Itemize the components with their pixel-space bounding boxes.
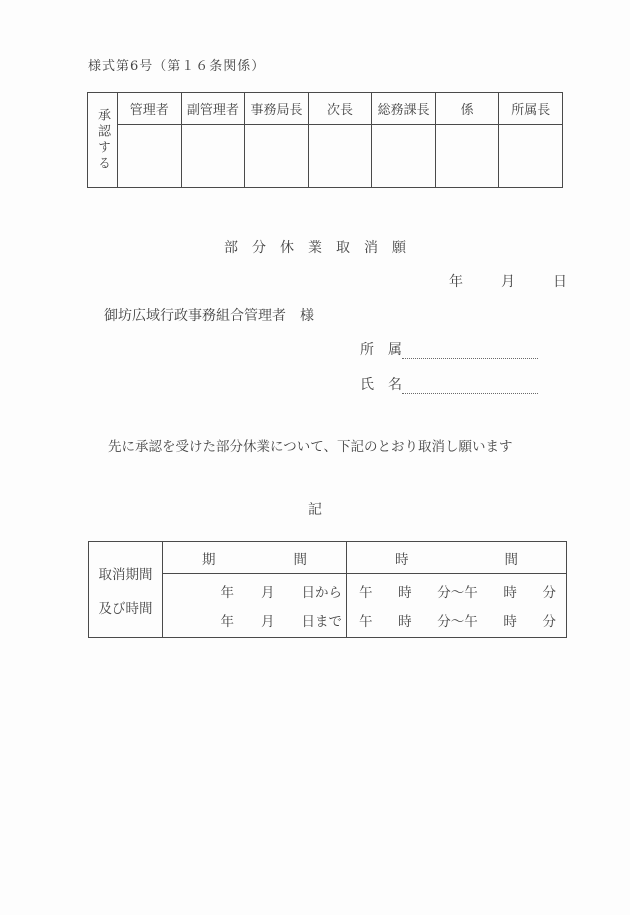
date-year-label: 年	[449, 274, 463, 290]
date-month-label: 月	[501, 274, 515, 290]
approval-stamp-cell	[245, 125, 309, 187]
time-row2-minute-to-label: 分～午	[437, 614, 478, 631]
period-column-header	[163, 542, 347, 573]
body-text: 先に承認を受けた部分休業について、下記のとおり取消し願います	[108, 439, 513, 455]
date-day-label: 日	[553, 274, 567, 290]
approval-stamp-cell	[182, 125, 246, 187]
date-line	[449, 271, 567, 291]
time-column-header	[347, 542, 566, 573]
approval-stamp-cell	[372, 125, 436, 187]
time-header-char2: 間	[504, 551, 518, 568]
cancel-row-label-line2: 及び時間	[98, 600, 153, 617]
approval-column-header-fukukanrisha: 副管理者	[182, 93, 246, 124]
name-field	[360, 374, 538, 394]
approval-stamp-cell	[118, 125, 182, 187]
affiliation-label: 所 属	[360, 342, 402, 358]
time-row2-hour2-label: 時	[503, 614, 517, 631]
form-number: 様式第6号（第１６条関係）	[88, 59, 266, 74]
approval-column-header-somukacho: 総務課長	[372, 93, 436, 124]
approval-table	[87, 92, 563, 188]
approval-column-header-jimukyokucho: 事務局長	[245, 93, 309, 124]
time-header-char1: 時	[395, 551, 409, 568]
period-header-char2: 間	[293, 551, 307, 568]
cancel-data-area	[163, 574, 566, 637]
time-row1-minute-to-label: 分～午	[437, 584, 478, 601]
cancel-row-label-line1: 取消期間	[98, 566, 153, 583]
time-row1-hour2-label: 時	[503, 584, 517, 601]
cancel-table-main	[163, 542, 566, 637]
time-row2-minute2-label: 分	[542, 614, 556, 631]
approval-row-label: 承認する	[88, 93, 118, 187]
approval-stamp-cell	[499, 125, 562, 187]
approval-column-header-shozokucho: 所属長	[511, 103, 551, 118]
affiliation-entry-line	[402, 342, 538, 359]
name-label: 氏 名	[360, 377, 402, 393]
affiliation-field	[360, 339, 538, 359]
period-from-line: 年 月 日から	[220, 584, 342, 601]
note-marker: 記	[308, 502, 322, 518]
cancel-row-label	[89, 542, 163, 637]
time-row2-hour-label: 時	[398, 614, 412, 631]
period-data-cell	[163, 574, 347, 637]
cancel-header-row	[163, 542, 566, 574]
approval-column-header-kakari: 係	[436, 93, 500, 124]
time-data-cell	[347, 574, 566, 637]
document-title: 部 分 休 業 取 消 願	[224, 240, 406, 256]
time-row-2	[347, 610, 566, 630]
approval-header-row	[118, 93, 562, 125]
cancellation-table	[88, 541, 567, 638]
name-entry-line	[402, 377, 538, 394]
time-row2-gozen-label: 午	[359, 614, 373, 631]
addressee: 御坊広域行政事務組合管理者 様	[104, 308, 314, 324]
approval-stamp-cell	[436, 125, 500, 187]
time-row1-gozen-label: 午	[359, 584, 373, 601]
approval-column-header-jicho: 次長	[309, 93, 373, 124]
period-to-line: 年 月 日まで	[220, 614, 342, 631]
time-row-1	[347, 581, 566, 601]
period-header-char1: 期	[202, 551, 216, 568]
approval-column-header-kanrisha: 管理者	[118, 93, 182, 124]
approval-stamp-row	[118, 125, 562, 187]
time-row1-hour-label: 時	[398, 584, 412, 601]
approval-table-main	[118, 93, 562, 187]
approval-stamp-cell	[309, 125, 373, 187]
time-row1-minute2-label: 分	[542, 584, 556, 601]
